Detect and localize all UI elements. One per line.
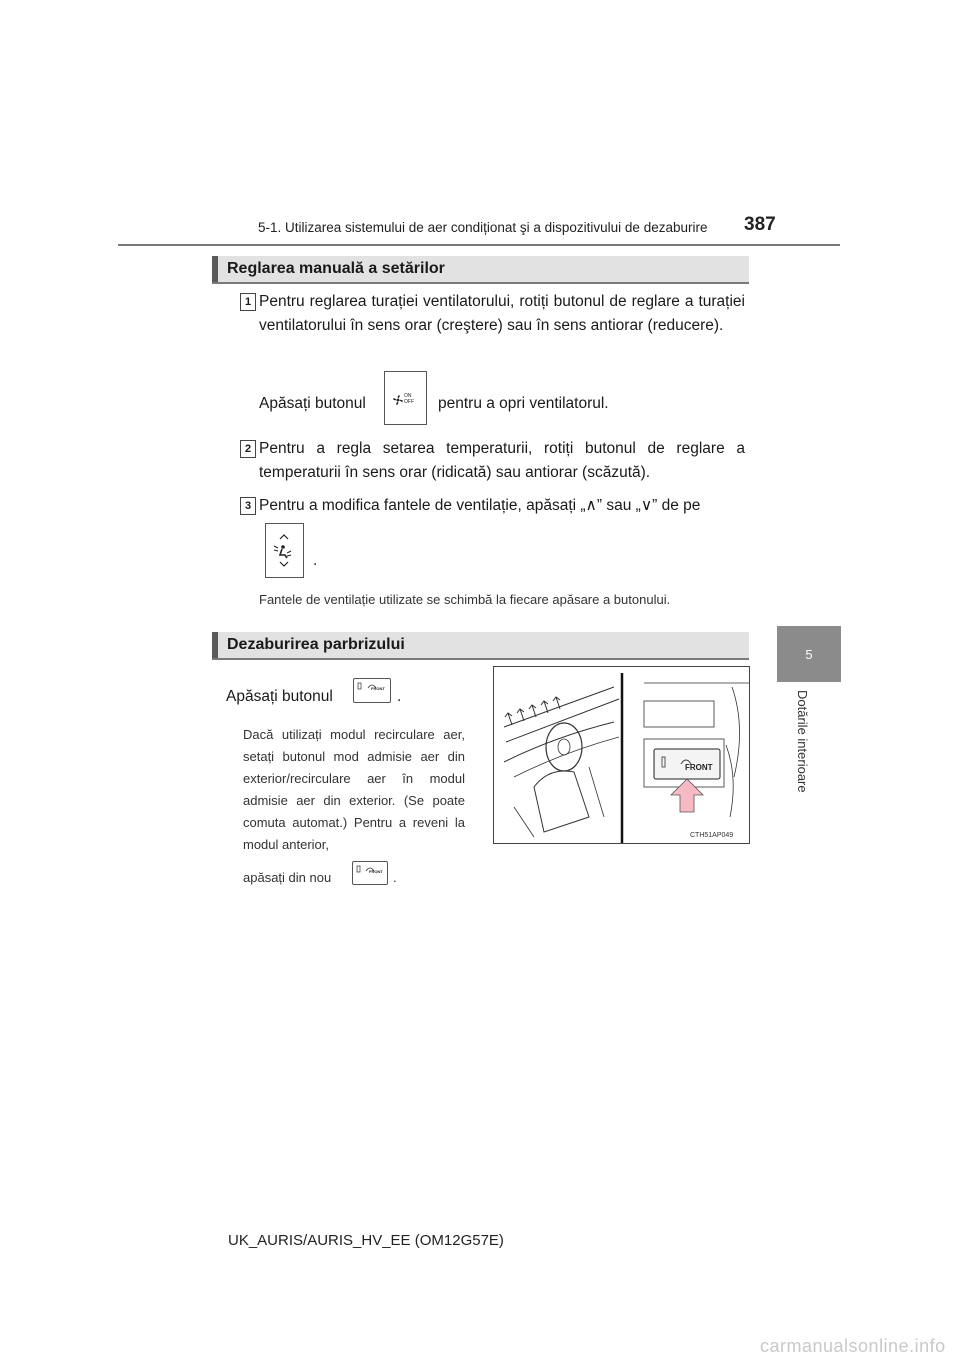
illustration-code: CTH51AP049 (690, 832, 734, 839)
page-number: 387 (744, 214, 776, 235)
front-defroster-button-image (353, 678, 391, 703)
defog-description: Dacă utilizați modul recirculare aer, setați butonul mod admisie aer din exterior/recirculare aer în modul admisie aer din exterior. (Se poate comuta automat.) Pentru a reveni la modul anterior, (243, 727, 465, 852)
defog-press-before: Apăsați butonul (226, 688, 333, 705)
car-interior-illustration (494, 667, 749, 843)
step-3-text: Pentru a modifica fantele de ventilație, apăsați „∧” sau „∨” de pe (259, 497, 701, 514)
step-2-text: Pentru a regla setarea temperaturii, rotiți butonul de reglare a temperaturii în sens orar (ridicată) sau antiorar (scăzută). (259, 440, 745, 481)
front-label: FRONT (369, 869, 383, 874)
onoff-label-on: ON (404, 393, 412, 399)
section-title: Reglarea manuală a setărilor (227, 260, 445, 277)
watermark: carmanualsonline.info (760, 1336, 946, 1356)
footer-model: UK_AURIS/AURIS_HV_EE (OM12G57E) (228, 1232, 504, 1249)
vent-mode-icon (266, 524, 303, 577)
section-title: Dezaburirea parbrizului (227, 636, 405, 653)
chapter-label: Dotările interioare (795, 690, 810, 793)
onoff-label-off: OFF (404, 399, 414, 405)
chapter-tab (777, 626, 841, 682)
running-header: 5-1. Utilizarea sistemului de aer condiționat şi a dispozitivului de dezaburire (258, 220, 708, 235)
press-arrow-icon (671, 779, 703, 812)
step-3-note: Fantele de ventilație utilizate se schimbă la fiecare apăsare a butonului. (259, 592, 671, 607)
step-1-press-after: pentru a opri ventilatorul. (438, 395, 609, 412)
header-rule (118, 244, 840, 246)
defroster-icon (353, 862, 387, 884)
illustration-front-label: FRONT (685, 763, 713, 772)
step-1-press-before: Apăsați butonul (259, 395, 366, 412)
defog-press-again-after: . (393, 870, 397, 885)
front-defroster-button-image-2 (352, 861, 388, 885)
defog-press-again: apăsați din nou (243, 870, 332, 885)
step-number-1: 1 (240, 293, 256, 311)
fan-onoff-button-image (384, 371, 427, 425)
step-number-2: 2 (240, 440, 256, 458)
defog-illustration (493, 666, 750, 844)
section-heading-manual (212, 256, 749, 284)
fan-icon (385, 372, 426, 424)
defroster-icon (354, 679, 390, 702)
step-3-period: . (313, 552, 318, 569)
defog-press-after: . (397, 688, 402, 705)
step-1-text: Pentru reglarea turației ventilatorului, rotiți butonul de reglare a turației ventilatorului în sens orar (creştere) sau în sens antiorar (reducere). (259, 293, 745, 334)
vent-mode-button-image (265, 523, 304, 578)
front-label: FRONT (371, 686, 385, 691)
chapter-number: 5 (805, 646, 813, 662)
step-number-3: 3 (240, 497, 256, 515)
section-heading-defog (212, 632, 749, 660)
